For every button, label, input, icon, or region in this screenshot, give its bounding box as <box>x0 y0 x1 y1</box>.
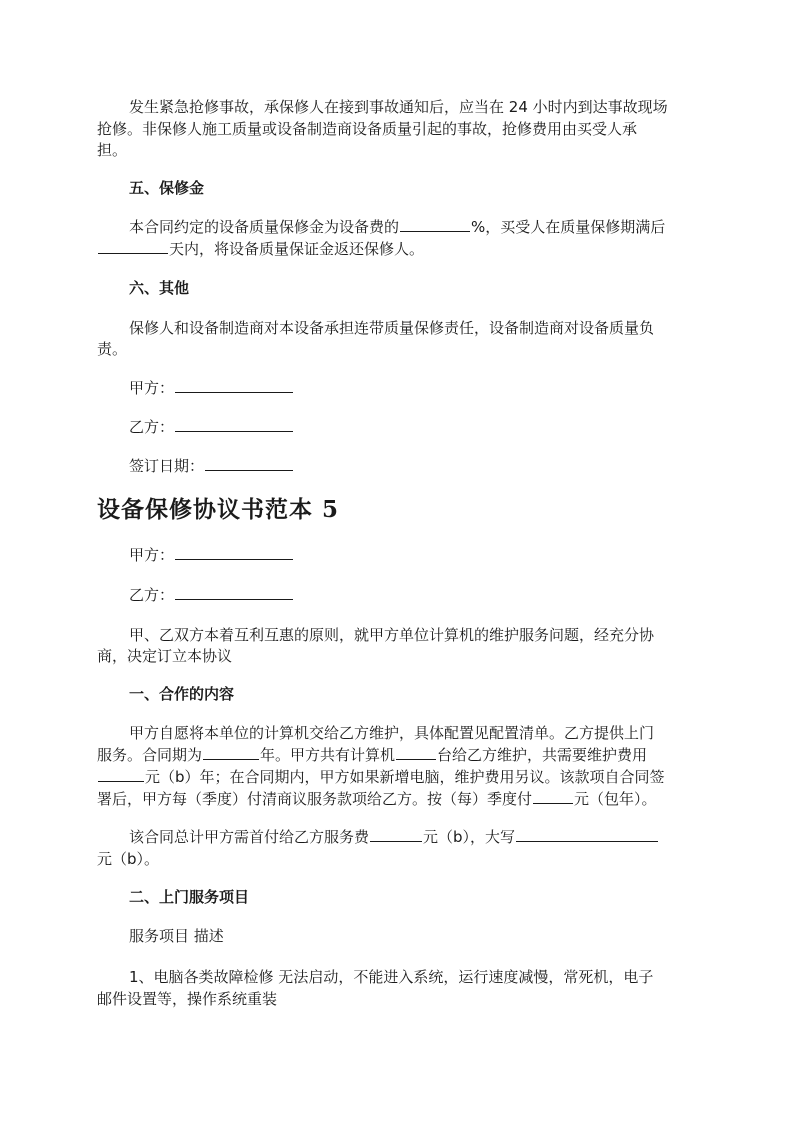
clause1-line-6: 元（b）。 <box>97 850 160 868</box>
sec4-line-2: 抢修。非保修人施工质量或设备制造商设备质量引起的事故，抢修费用由买受人承 <box>97 120 638 138</box>
clause1-text-a: 服务。合同期为 <box>97 746 203 764</box>
quarterly-blank <box>533 788 573 804</box>
sec5-line-1 <box>129 216 665 238</box>
sec4-line-3: 担。 <box>97 141 128 159</box>
intro-line-2: 商，决定订立本协议 <box>97 647 233 665</box>
clause1-text-e: 署后，甲方每（季度）付清商议服务款项给乙方。按（每）季度付 <box>97 790 533 808</box>
sec5-text-a: 本合同约定的设备质量保修金为设备费的 <box>129 218 400 236</box>
clause1-text-f: 元（包年）。 <box>574 790 657 808</box>
sec6-line-1: 保修人和设备制造商对本设备承担连带质量保修责任，设备制造商对设备质量负 <box>129 319 655 337</box>
amount-words-blank <box>516 826 658 842</box>
percent-blank <box>400 216 470 232</box>
sec4-line-1: 发生紧急抢修事故，承保修人在接到事故通知后，应当在 24 小时内到达事故现场 <box>129 98 668 116</box>
party-b-label: 乙方： <box>129 586 175 604</box>
sign-party-a-blank <box>175 377 293 393</box>
sign-party-b-label: 乙方： <box>129 418 175 436</box>
sign-date-blank <box>205 455 293 471</box>
party-b-line <box>129 584 294 606</box>
sign-party-a <box>129 377 294 399</box>
party-a-line <box>129 544 294 566</box>
clause1-line-4 <box>97 788 657 810</box>
computers-blank <box>396 744 436 760</box>
sec5-heading: 五、保修金 <box>129 179 205 197</box>
service-item-1-line-1: 1、电脑各类故障检修 无法启动，不能进入系统，运行速度减慢，常死机，电子 <box>129 968 654 986</box>
clause1-line-1: 甲方自愿将本单位的计算机交给乙方维护，具体配置见配置清单。乙方提供上门 <box>129 724 655 742</box>
sign-date-label: 签订日期： <box>129 457 205 475</box>
clause1-heading: 一、合作的内容 <box>129 685 235 703</box>
sec5-text-b: %，买受人在质量保修期满后 <box>471 218 666 236</box>
sec5-line-2 <box>97 238 424 260</box>
sign-party-a-label: 甲方： <box>129 379 175 397</box>
sec6-heading: 六、其他 <box>129 279 190 297</box>
service-table-header: 服务项目 描述 <box>129 927 224 945</box>
first-payment-blank <box>370 826 422 842</box>
clause1-text-h: 元（b），大写 <box>423 828 516 846</box>
clause1-line-3 <box>97 766 665 788</box>
clause1-text-g: 该合同总计甲方需首付给乙方服务费 <box>129 828 370 846</box>
sec6-line-2: 责。 <box>97 340 128 358</box>
intro-line-1: 甲、乙双方本着互利互惠的原则，就甲方单位计算机的维护服务问题，经充分协 <box>129 626 655 644</box>
years-blank <box>203 744 259 760</box>
service-item-1-line-2: 邮件设置等，操作系统重装 <box>97 990 278 1008</box>
document-title: 设备保修协议书范本 5 <box>97 496 340 523</box>
party-a-label: 甲方： <box>129 546 175 564</box>
party-a-blank <box>175 544 293 560</box>
sign-party-b <box>129 416 294 438</box>
clause1-text-b: 年。甲方共有计算机 <box>260 746 396 764</box>
clause1-text-d: 元（b）年；在合同期内，甲方如果新增电脑，维护费用另议。该款项自合同签 <box>145 768 665 786</box>
sec5-text-c: 天内，将设备质量保证金返还保修人。 <box>169 240 425 258</box>
sign-party-b-blank <box>175 416 293 432</box>
sign-date <box>129 455 294 477</box>
clause1-text-c: 台给乙方维护，共需要维护费用 <box>437 746 648 764</box>
fee-blank <box>98 766 144 782</box>
days-blank <box>98 238 168 254</box>
clause2-heading: 二、上门服务项目 <box>129 888 250 906</box>
clause1-line-5 <box>129 826 659 848</box>
clause1-line-2 <box>97 744 647 766</box>
party-b-blank <box>175 584 293 600</box>
